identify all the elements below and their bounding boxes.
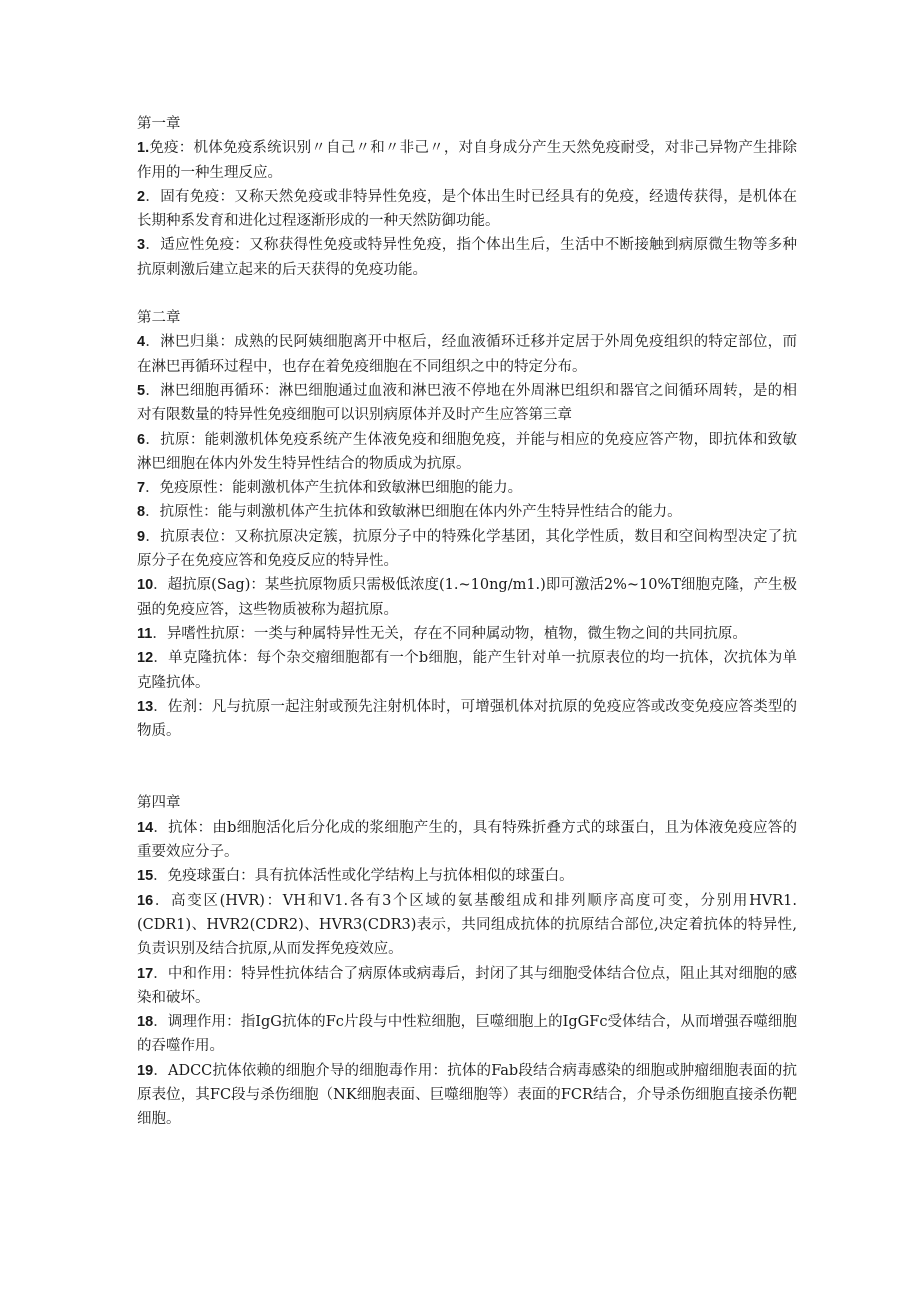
item-number: 7 [137, 480, 146, 497]
definition-item [137, 646, 797, 695]
item-number: 8 [137, 504, 146, 521]
item-number: 5 [137, 382, 146, 399]
item-text: ．佐剂：凡与抗原一起注射或预先注射机体时，可增强机体对抗原的免疫应答或改变免疫应答类型的物质。 [137, 698, 797, 740]
definition-item [137, 962, 797, 1011]
item-number: 13 [137, 698, 154, 715]
item-number: 11 [137, 625, 153, 642]
definition-item [137, 428, 797, 477]
definition-item [137, 136, 797, 185]
item-text: ．固有免疫：又称天然免疫或非特异性免疫，是个体出生时已经具有的免疫，经遗传获得，是机体在长期种系发育和进化过程逐渐形成的一种天然防御功能。 [137, 188, 797, 230]
definition-item [137, 476, 797, 500]
item-number: 1. [137, 140, 150, 157]
definition-item [137, 889, 797, 962]
item-number: 14 [137, 819, 154, 836]
item-number: 3 [137, 237, 146, 254]
item-text: ．中和作用：特异性抗体结合了病原体或病毒后，封闭了其与细胞受体结合位点，阻止其对细胞的感染和破坏。 [137, 965, 797, 1006]
item-number: 19 [137, 1062, 154, 1079]
item-number: 9 [137, 528, 146, 545]
item-number: 12 [137, 650, 154, 667]
item-text: ．ADCC抗体依赖的细胞介导的细胞毒作用：抗体的Fab段结合病毒感染的细胞或肿瘤细胞表面的抗原表位，其FC段与杀伤细胞（NK细胞表面、巨噬细胞等）表面的FCR结合，介导杀伤细胞直接杀伤靶细胞。 [137, 1062, 797, 1128]
document-body [137, 112, 797, 1132]
item-text: ．调理作用：指IgG抗体的Fc片段与中性粒细胞，巨噬细胞上的IgGFc受体结合，从而增强吞噬细胞的吞噬作用。 [137, 1014, 797, 1055]
item-number: 15 [137, 868, 154, 885]
item-number: 17 [137, 965, 154, 982]
definition-item [137, 233, 797, 282]
definition-item [137, 816, 797, 865]
definition-item [137, 1010, 797, 1059]
item-number: 18 [137, 1014, 154, 1031]
item-text: ．抗原表位：又称抗原决定簇，抗原分子中的特殊化学基团，其化学性质，数目和空间构型决定了抗原分子在免疫应答和免疫反应的特异性。 [137, 528, 797, 570]
chapter-heading: 第四章 [137, 795, 181, 812]
item-text: 免疫：机体免疫系统识别〃自己〃和〃非己〃，对自身成分产生天然免疫耐受，对非己异物产生排除作用的一种生理反应。 [137, 140, 797, 181]
item-text: ．抗体：由b细胞活化后分化成的浆细胞产生的，具有特殊折叠方式的球蛋白，且为体液免疫应答的重要效应分子。 [137, 819, 797, 861]
item-text: ．高变区(HVR)：VH和V1.各有3个区域的氨基酸组成和排列顺序高度可变，分别用HVR1.(CDR1)、HVR2(CDR2)、HVR3(CDR3)表示，共同组成抗体的抗原结合部位,决定着抗体的特异性,负责识别及结合抗原,从而发挥免疫效应。 [137, 892, 797, 958]
definition-item [137, 185, 797, 234]
definition-item [137, 695, 797, 744]
item-number: 10 [137, 577, 154, 594]
item-text: ．单克隆抗体：每个杂交瘤细胞都有一个b细胞，能产生针对单一抗原表位的均一抗体，次抗体为单克隆抗体。 [137, 650, 797, 691]
definition-item [137, 1059, 797, 1132]
item-number: 4 [137, 334, 146, 351]
item-text: ．免疫球蛋白：具有抗体活性或化学结构上与抗体相似的球蛋白。 [153, 868, 574, 885]
chapter-heading: 第一章 [137, 116, 181, 132]
chapter-heading: 第二章 [137, 310, 181, 327]
definition-item [137, 500, 797, 524]
definition-item [137, 525, 797, 574]
item-text: ．抗原性：能与刺激机体产生抗体和致敏淋巴细胞在体内外产生特异性结合的能力。 [145, 504, 682, 521]
item-text: ．淋巴细胞再循环：淋巴细胞通过血液和淋巴液不停地在外周淋巴组织和器官之间循环周转，是的相对有限数量的特异性免疫细胞可以识别病原体并及时产生应答第三章 [137, 382, 797, 424]
definition-item [137, 864, 797, 888]
item-text: ．适应性免疫：又称获得性免疫或特异性免疫，指个体出生后，生活中不断接触到病原微生物等多种抗原刺激后建立起来的后天获得的免疫功能。 [137, 237, 797, 278]
item-text: ．免疫原性：能刺激机体产生抗体和致敏淋巴细胞的能力。 [145, 480, 523, 497]
item-text: ．淋巴归巢：成熟的民阿姨细胞离开中枢后，经血液循环迁移并定居于外周免疫组织的特定部位，而在淋巴再循环过程中，也存在着免疫细胞在不同组织之中的特定分布。 [137, 334, 797, 375]
item-number: 6 [137, 431, 146, 448]
definition-item [137, 379, 797, 428]
item-number: 2 [137, 188, 146, 205]
definition-item [137, 573, 797, 622]
definition-item [137, 622, 797, 646]
item-text: ．超抗原(Sag)：某些抗原物质只需极低浓度(1.~10ng∕m1.)即可激活2%~10%T细胞克隆，产生极强的免疫应答，这些物质被称为超抗原。 [137, 577, 797, 618]
item-number: 16 [137, 892, 154, 909]
item-text: ．抗原：能刺激机体免疫系统产生体液免疫和细胞免疫，并能与相应的免疫应答产物，即抗体和致敏淋巴细胞在体内外发生特异性结合的物质成为抗原。 [137, 431, 797, 472]
definition-item [137, 330, 797, 379]
item-text: ．异嗜性抗原：一类与种属特异性无关，存在不同种属动物，植物，微生物之间的共同抗原。 [152, 625, 747, 642]
